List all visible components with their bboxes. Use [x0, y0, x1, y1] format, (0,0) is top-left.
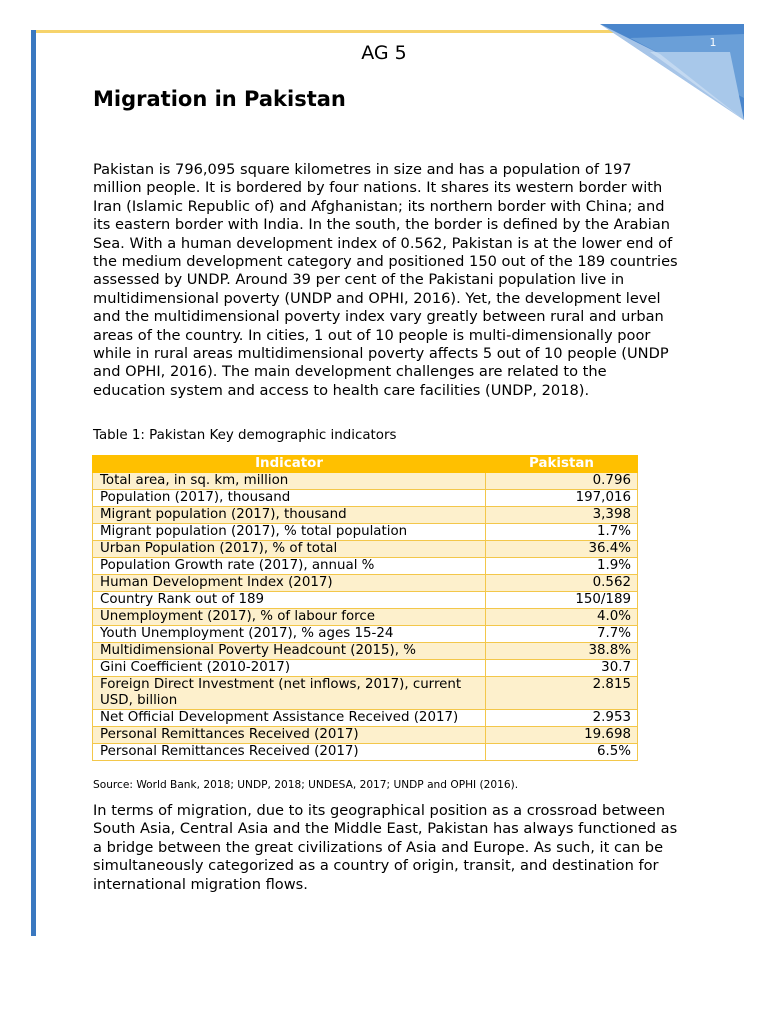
value-cell: 19.698 [486, 727, 638, 744]
header-rule [36, 30, 676, 33]
value-cell: 38.8% [486, 643, 638, 660]
value-cell: 36.4% [486, 541, 638, 558]
table-header-row [93, 456, 638, 473]
value-cell: 3,398 [486, 507, 638, 524]
table-row [93, 626, 638, 643]
value-cell: 7.7% [486, 626, 638, 643]
indicator-cell: Personal Remittances Received (2017) [93, 744, 486, 761]
value-cell: 2.953 [486, 710, 638, 727]
table-row [93, 643, 638, 660]
value-cell: 197,016 [486, 490, 638, 507]
page-title: Migration in Pakistan [93, 87, 346, 111]
table-row [93, 558, 638, 575]
indicators-table [92, 455, 638, 761]
table-row [93, 490, 638, 507]
table-source: Source: World Bank, 2018; UNDP, 2018; UNDESA, 2017; UNDP and OPHI (2016). [93, 779, 519, 791]
table-row [93, 677, 638, 710]
page-number: 1 [709, 36, 717, 49]
table-row [93, 592, 638, 609]
migration-paragraph: In terms of migration, due to its geographical position as a crossroad between South Asia, Central Asia and the Middle East, Pakistan has always functioned as a bridge between the great civilizations of Asia and Europe. As such, it can be simultaneously categorized as a country of origin, transit, and destination for international migration flows. [93, 802, 678, 893]
indicator-cell: Migrant population (2017), % total population [93, 524, 486, 541]
indicator-cell: Country Rank out of 189 [93, 592, 486, 609]
indicator-cell: Gini Coefficient (2010-2017) [93, 660, 486, 677]
intro-paragraph: Pakistan is 796,095 square kilometres in size and has a population of 197 million people. It is bordered by four nations. It shares its western border with Iran (Islamic Republic of) and Afghanistan; its northern border with China; and its eastern border with India. In the south, the border is defined by the Arabian Sea. With a human development index of 0.562, Pakistan is at the lower end of the medium development category and positioned 150 out of the 189 countries assessed by UNDP. Around 39 per cent of the Pakistani population live in multidimensional poverty (UNDP and OPHI, 2016). Yet, the development level and the multidimensional poverty index vary greatly between rural and urban areas of the country. In cities, 1 out of 10 people is multi-dimensionally poor while in rural areas multidimensional poverty affects 5 out of 10 people (UNDP and OPHI, 2016). The main development challenges are related to the education system and access to health care facilities (UNDP, 2018). [93, 161, 678, 399]
indicator-cell: Personal Remittances Received (2017) [93, 727, 486, 744]
table-row [93, 575, 638, 592]
indicator-cell: Migrant population (2017), thousand [93, 507, 486, 524]
table-row [93, 507, 638, 524]
header-indicator: Indicator [93, 456, 486, 473]
value-cell: 4.0% [486, 609, 638, 626]
table-row [93, 744, 638, 761]
document-code: AG 5 [361, 42, 407, 64]
value-cell: 2.815 [486, 677, 638, 710]
indicator-cell: Unemployment (2017), % of labour force [93, 609, 486, 626]
value-cell: 150/189 [486, 592, 638, 609]
value-cell: 6.5% [486, 744, 638, 761]
table-body [93, 473, 638, 761]
table-row [93, 524, 638, 541]
table-caption: Table 1: Pakistan Key demographic indicators [93, 428, 397, 443]
indicator-cell: Multidimensional Poverty Headcount (2015), % [93, 643, 486, 660]
indicator-cell: Youth Unemployment (2017), % ages 15-24 [93, 626, 486, 643]
indicator-cell: Urban Population (2017), % of total [93, 541, 486, 558]
indicator-cell: Total area, in sq. km, million [93, 473, 486, 490]
indicator-cell: Net Official Development Assistance Received (2017) [93, 710, 486, 727]
table-row [93, 473, 638, 490]
table-row [93, 609, 638, 626]
header-country: Pakistan [486, 456, 638, 473]
value-cell: 1.9% [486, 558, 638, 575]
value-cell: 30.7 [486, 660, 638, 677]
indicator-cell: Foreign Direct Investment (net inflows, 2017), current USD, billion [93, 677, 486, 710]
value-cell: 1.7% [486, 524, 638, 541]
table-row [93, 541, 638, 558]
indicator-cell: Population (2017), thousand [93, 490, 486, 507]
indicator-cell: Population Growth rate (2017), annual % [93, 558, 486, 575]
indicator-cell: Human Development Index (2017) [93, 575, 486, 592]
value-cell: 0.562 [486, 575, 638, 592]
value-cell: 0.796 [486, 473, 638, 490]
table-row [93, 660, 638, 677]
table-row [93, 710, 638, 727]
left-accent-bar [31, 30, 36, 936]
table-row [93, 727, 638, 744]
